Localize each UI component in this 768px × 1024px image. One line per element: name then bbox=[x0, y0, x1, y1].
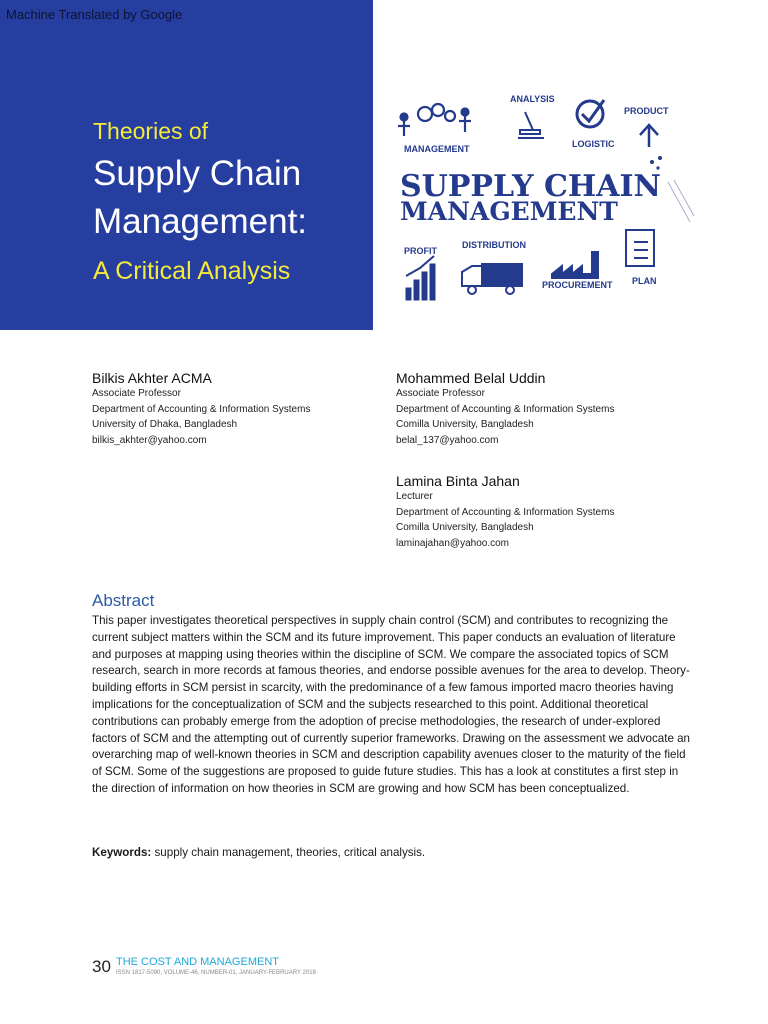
machine-translated-label: Machine Translated by Google bbox=[6, 7, 183, 22]
author-title: Associate Professor bbox=[396, 388, 485, 399]
truck-icon bbox=[462, 264, 522, 294]
sketch-lines-decoration bbox=[668, 180, 694, 222]
illustration-headline-1: SUPPLY CHAIN bbox=[400, 169, 661, 204]
journal-name: THE COST AND MANAGEMENT bbox=[116, 956, 279, 968]
title-prefix: Theories of bbox=[93, 118, 209, 144]
keywords-line bbox=[92, 846, 425, 859]
title-subtitle: A Critical Analysis bbox=[93, 257, 291, 285]
author-university: University of Dhaka, Bangladesh bbox=[92, 419, 238, 430]
sparkle-dots-icon bbox=[650, 156, 662, 170]
keywords-label: Keywords: bbox=[92, 846, 152, 859]
abstract-text: This paper investigates theoretical perspectives in supply chain control (SCM) and contributes to recognizing the current subject matters within the SCM and its future improvement. This paper conducts an evaluation of literature and purposes at mapping using theories within the discipline of SCM. We compare the associated topics of SCM research, search in more records at famous theories, and endorse possible avenues for the area to develop. Theory-building efforts in SCM persist in scarcity, with the predominance of a few famous imported macro theories having implications for the conceptualization of SCM and the subjects researched to this point. Additional theoretical contributions can probably emerge from the adoption of precise methodologies, the research of under-explored factors of SCM and the attempting out of currently superior frameworks. Drawing on the assessment we advocate an overarching map of well-known theories in SCM and description capability avenues closer to the maturity of the field of SCM. Some of the suggestions are proposed to guide future studies. This has a look at constitutes a first step in the direction of information on how theories in SCM are growing and how SCM has been conceptualized. bbox=[92, 614, 691, 795]
bar-chart-icon bbox=[406, 256, 435, 300]
author-title: Associate Professor bbox=[92, 388, 181, 399]
author-name: Lamina Binta Jahan bbox=[396, 473, 520, 489]
author-email: belal_137@yahoo.com bbox=[396, 434, 499, 446]
author-title: Lecturer bbox=[396, 491, 433, 502]
author-email: laminajahan@yahoo.com bbox=[396, 537, 509, 549]
author-block-2 bbox=[396, 370, 614, 448]
keywords-text: supply chain management, theories, critical analysis. bbox=[151, 846, 426, 859]
gears-people-icon bbox=[398, 104, 471, 136]
microscope-icon bbox=[518, 112, 544, 138]
checkmark-icon bbox=[577, 100, 604, 127]
word-management: MANAGEMENT bbox=[404, 144, 470, 154]
author-department: Department of Accounting & Information Systems bbox=[92, 403, 311, 415]
illustration-headline-2: MANAGEMENT bbox=[400, 197, 618, 226]
word-profit: PROFIT bbox=[404, 246, 437, 256]
factory-icon bbox=[552, 252, 598, 278]
word-distribution: DISTRIBUTION bbox=[462, 240, 526, 250]
author-university: Comilla University, Bangladesh bbox=[396, 522, 534, 533]
page-title bbox=[93, 150, 307, 246]
abstract-heading: Abstract bbox=[92, 591, 155, 610]
author-department: Department of Accounting & Information Systems bbox=[396, 403, 615, 415]
word-product: PRODUCT bbox=[624, 106, 669, 116]
journal-issn: ISSN 1817-5090, VOLUME-46, NUMBER-01, JANUARY-FEBRUARY 2018 bbox=[116, 970, 316, 976]
author-block-1 bbox=[92, 370, 310, 448]
author-block-3 bbox=[396, 473, 614, 551]
supply-chain-illustration bbox=[390, 92, 700, 314]
word-logistic: LOGISTIC bbox=[572, 139, 615, 149]
word-plan: PLAN bbox=[632, 276, 657, 286]
word-analysis: ANALYSIS bbox=[510, 94, 555, 104]
clipboard-icon bbox=[626, 230, 654, 266]
author-department: Department of Accounting & Information Systems bbox=[396, 506, 615, 518]
author-email: bilkis_akhter@yahoo.com bbox=[92, 434, 207, 446]
word-procurement: PROCUREMENT bbox=[542, 280, 613, 290]
author-university: Comilla University, Bangladesh bbox=[396, 419, 534, 430]
up-arrow-icon bbox=[640, 125, 658, 147]
title-line-2: Management: bbox=[93, 202, 308, 241]
page-number: 30 bbox=[92, 957, 111, 976]
title-line-1: Supply Chain bbox=[93, 154, 302, 193]
author-name: Bilkis Akhter ACMA bbox=[92, 370, 212, 386]
title-banner bbox=[0, 0, 373, 330]
author-name: Mohammed Belal Uddin bbox=[396, 370, 546, 386]
